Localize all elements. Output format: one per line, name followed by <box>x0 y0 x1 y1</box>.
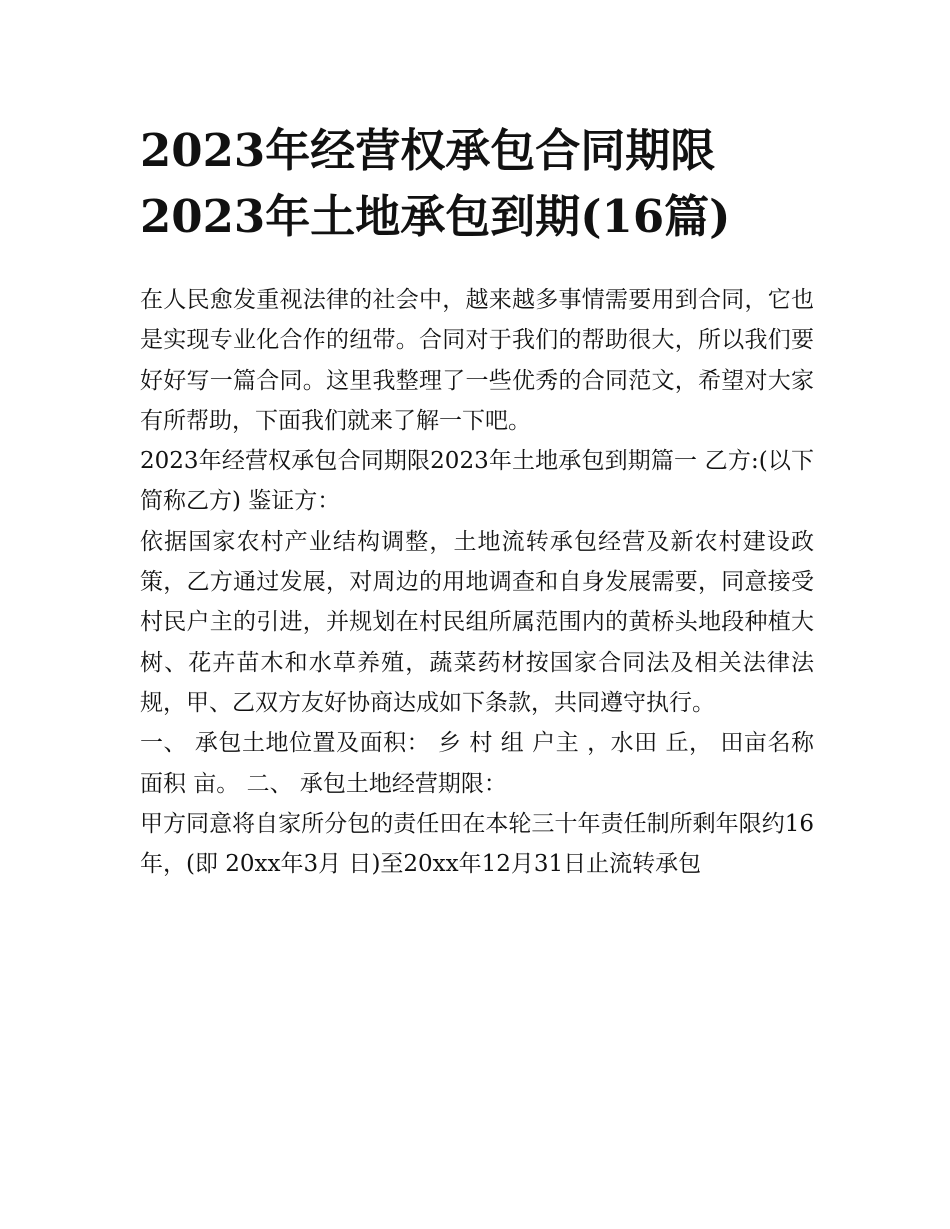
paragraph-intro: 在人民愈发重视法律的社会中，越来越多事情需要用到合同，它也是实现专业化合作的纽带。合同对于我们的帮助很大，所以我们要好好写一篇合同。这里我整理了一些优秀的合同范文，希望对大家有所帮助，下面我们就来了解一下吧。 <box>140 287 814 434</box>
document-body <box>140 280 814 884</box>
title-line-1: 2023年经营权承包合同期限 <box>140 124 716 177</box>
paragraph-contract-heading: 2023年经营权承包合同期限2023年土地承包到期篇一 乙方:(以下简称乙方) 鉴证方： <box>140 448 814 515</box>
paragraph-clause-1-2: 一、 承包土地位置及面积： 乡 村 组 户主 ，水田 丘， 田亩名称 面积 亩。 二、 承包土地经营期限： <box>140 730 814 797</box>
paragraph-term: 甲方同意将自家所分包的责任田在本轮三十年责任制所剩年限约16年，(即 20xx年3月 日)至20xx年12月31日止流转承包 <box>140 810 814 878</box>
title-line-2: 2023年土地承包到期(16篇) <box>140 190 731 243</box>
paragraph-basis: 依据国家农村产业结构调整，土地流转承包经营及新农村建设政策，乙方通过发展，对周边的用地调查和自身发展需要，同意接受村民户主的引进，并规划在村民组所属范围内的黄桥头地段种植大树、花卉苗木和水草养殖，蔬菜药材按国家合同法及相关法律法规，甲、乙双方友好协商达成如下条款，共同遵守执行。 <box>140 528 814 716</box>
document-title <box>140 118 840 250</box>
